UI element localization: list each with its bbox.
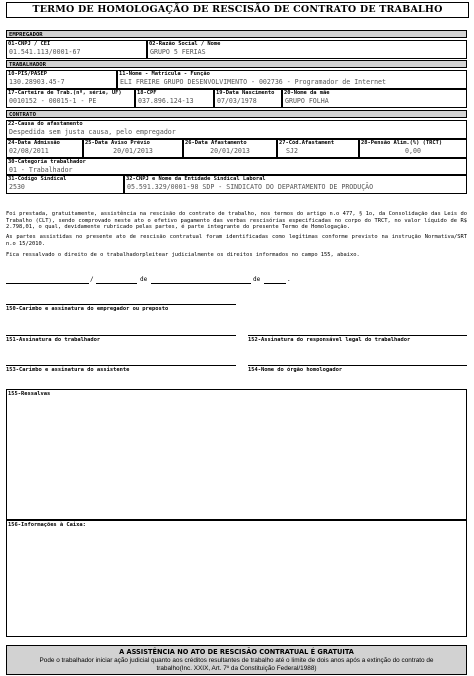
ressalvas-label: 155-Ressalvas [8,391,51,397]
field-value: 07/03/1978 [217,97,257,105]
signature-label-assistant: 153-Carimbo e assinatura do assistente [6,367,130,373]
field-data-aviso-previo [83,139,183,158]
date-sep-slash: / [90,276,94,283]
field-cpf [135,89,214,108]
field-categoria-trabalhador [6,158,467,175]
signature-label-homologating-body: 154-Nome do órgão homologador [248,367,343,373]
field-value: ELI FREIRE GRUPO DESENVOLVIMENTO - 002736 - Programador de Internet [120,78,386,86]
info-caixa-label: 156-Informações à Caixa: [8,522,86,528]
field-data-nascimento [214,89,282,108]
field-label: 26-Data Afastamento [185,140,247,146]
field-value: SJ2 [286,147,298,155]
paragraph-ressalva-direito: Fica ressalvado o direito de o trabalhadorpleitear judicialmente os direitos informados no campo 155, abaixo. [6,252,360,258]
footer-line-2: trabalho(Inc. XXIX, Art. 7º da Constituição Federal/1988) [156,664,317,672]
field-carteira-trabalho [6,89,135,108]
field-razao-social [147,40,467,59]
signature-line-worker [6,335,236,336]
section-contrato: CONTRATO [6,110,467,118]
field-value: 2530 [9,183,25,191]
signature-label-worker: 151-Assinatura do trabalhador [6,337,101,343]
field-value: GRUPO FOLHA [285,97,329,105]
document-title: TERMO DE HOMOLOGAÇÃO DE RESCISÃO DE CONTRATO DE TRABALHO [6,2,469,18]
field-nome-mae [282,89,467,108]
field-label: 02-Razão Social / Nome [149,41,221,47]
field-label: 19-Data Nascimento [216,90,275,96]
date-city-line [6,283,89,284]
field-label: 28-Pensão Alim.(%) (TRCT) [361,140,443,146]
field-label: 18-CPF [137,90,157,96]
field-label: 01-CNPJ / CEI [8,41,51,47]
section-empregador: EMPREGADOR [6,30,467,38]
signature-label-legal-guardian: 152-Assinatura do responsável legal do trabalhador [248,337,411,343]
field-value: 037.896.124-13 [138,97,194,105]
footer-line-1: Pode o trabalhador iniciar ação judicial quanto aos créditos resultantes de trabalho até o limite de dois anos após a extinção do contrato de [39,657,434,664]
field-label: 11-Nome - Matrícula - Função [119,71,210,77]
field-cod-afastamento [277,139,359,158]
field-label: 32-CNPJ e Nome da Entidade Sindical Laboral [126,176,266,182]
field-value: Despedida sem justa causa, pelo empregador [9,128,176,136]
field-label: 25-Data Aviso Prévio [85,140,150,146]
field-value: 0010152 - 00015-1 - PE [9,97,97,105]
field-value: 01.541.113/0001-67 [9,48,81,56]
paragraph-assistencia: Foi prestada, gratuitamente, assistência na rescisão do contrato de trabalho, nos termos do artigo n.o 477, § 1o, da Consolidação das Leis do Trabalho (CLT), sendo comprovado neste ato o efetivo pagamento das verbas rescisórias especificadas no corpo do TRCT, no valor líquido de R$ 2.798,01, o qual, devidamente rubricado pelas partes, é parte integrante do presente Termo de Homologação. [6,211,467,231]
field-value: 20/01/2013 [210,147,250,155]
date-year-line [264,283,286,284]
field-label: 22-Causa do afastamento [8,121,83,127]
field-codigo-sindical [6,175,124,194]
field-label: 27-Cód.Afastament [279,140,335,146]
field-label: 17-Carteira de Trab.(nº, série, UF) [8,90,122,96]
field-data-afastamento [183,139,277,158]
field-pis-pasep [6,70,117,89]
field-entidade-sindical [124,175,467,194]
field-value: GRUPO 5 FERIAS [150,48,206,56]
paragraph-partes-assistidas: As partes assistidas no presente ato de rescisão contratual foram identificadas como legítimas conforme previsto na instrução Normativa/SRT n.o 15/2010. [6,234,467,247]
field-value: 20/01/2013 [113,147,153,155]
field-value: 0,00 [405,147,421,155]
field-value: 130.28903.45-7 [9,78,65,86]
signature-line-employer [6,304,236,305]
date-sep-de2: de [253,276,261,283]
date-end: . [287,276,291,283]
field-label: 30-Categoria trabalhador [8,159,86,165]
signature-label-employer: 150-Carimbo e assinatura do empregador ou preposto [6,306,169,312]
field-label: 24-Data Admissão [8,140,60,146]
section-trabalhador: TRABALHADOR [6,60,467,68]
field-nome-matricula-funcao [117,70,467,89]
field-label: 20-Nome da mãe [284,90,330,96]
field-cnpj-cei [6,40,147,59]
field-data-admissao [6,139,83,158]
field-causa-afastamento [6,120,467,139]
date-day-line [96,283,137,284]
field-label: 10-PIS/PASEP [8,71,47,77]
signature-line-assistant [6,365,236,366]
field-pensao-alimenticia [359,139,467,158]
signature-line-homologating-body [248,365,467,366]
date-month-line [151,283,251,284]
signature-line-legal-guardian [248,335,467,336]
footer-title: A ASSISTÊNCIA NO ATO DE RESCISÃO CONTRATUAL É GRATUITA [119,648,354,656]
field-value: 02/08/2011 [9,147,49,155]
field-value: 01 - Trabalhador [9,166,73,174]
ressalvas-box [6,389,467,520]
field-label: 31-Código Sindical [8,176,67,182]
date-sep-de1: de [140,276,148,283]
info-caixa-box [6,520,467,637]
footer-notice [6,645,467,675]
field-value: 05.591.329/0001-98 SDP - SINDICATO DO DEPARTAMENTO DE PRODUÇÃO [127,183,374,191]
